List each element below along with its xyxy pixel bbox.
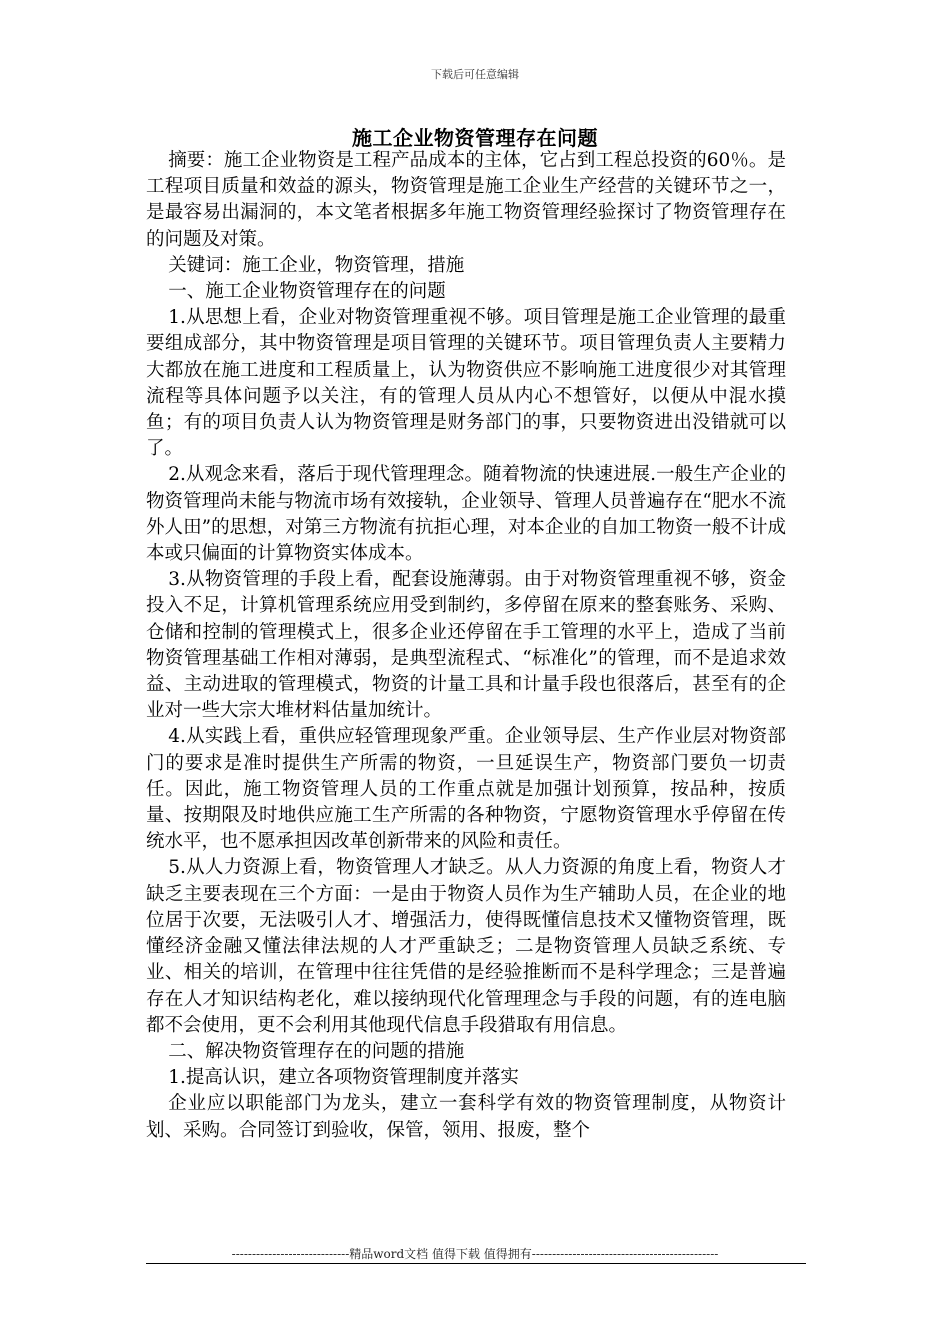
paragraph-measure-1: 企业应以职能部门为龙头，建立一套科学有效的物资管理制度，从物资计划、采购。合同签订到验收，保管，领用、报废，整个 [146,1093,786,1141]
document-body [146,148,786,1144]
subheading-measure-1: 1.提高认识，建立各项物资管理制度并落实 [168,1067,519,1089]
footer-note: -----------------------------精品word文档 值得下载 值得拥有---------------------------------------------- [231,1247,719,1261]
document-title: 施工企业物资管理存在问题 [352,126,598,150]
section-heading-problems: 一、施工企业物资管理存在的问题 [168,281,446,303]
paragraph-keywords: 关键词：施工企业，物资管理，措施 [168,254,465,276]
paragraph-problem-2: 2.从观念来看，落后于现代管理理念。随着物流的快速进展.一般生产企业的物资管理尚未能与物流市场有效接轨，企业领导、管理人员普遍存在“肥水不流外人田”的思想，对第三方物流有抗拒心理，对本企业的自加工物资一般不计成本或只偏面的计算物资实体成本。 [146,464,786,565]
paragraph-problem-4: 4.从实践上看，重供应轻管理现象严重。企业领导层、生产作业层对物资部门的要求是准时提供生产所需的物资，一旦延误生产，物资部门要负一切责任。因此，施工物资管理人员的工作重点就是加强计划预算，按品种，按质量、按期限及时地供应施工生产所需的各种物资，宁愿物资管理水乎停留在传统水平，也不愿承担因改革创新带来的风险和责任。 [146,726,786,853]
paragraph-problem-5: 5.从人力资源上看，物资管理人才缺乏。从人力资源的角度上看，物资人才缺乏主要表现在三个方面：一是由于物资人员作为生产辅助人员，在企业的地位居于次要，无法吸引人才、增强活力，使得既懂信息技术又懂物资管理，既懂经济金融又懂法律法规的人才严重缺乏；二是物资管理人员缺乏系统、专业、相关的培训，在管理中往往凭借的是经验推断而不是科学理念；三是普遍存在人才知识结构老化，难以接纳现代化管理理念与手段的问题，有的连电脑都不会使用，更不会利用其他现代信息手段猎取有用信息。 [146,857,786,1036]
paragraph-abstract: 摘要：施工企业物资是工程产品成本的主体，它占到工程总投资的60％。是工程项目质量和效益的源头，物资管理是施工企业生产经营的关键环节之一，是最容易出漏洞的，本文笔者根据多年施工物资管理经验探讨了物资管理存在的问题及对策。 [146,150,786,250]
paragraph-problem-1: 1.从思想上看，企业对物资管理重视不够。项目管理是施工企业管理的最重要组成部分，其中物资管理是项目管理的关键环节。项目管理负责人主要精力大都放在施工进度和工程质量上，认为物资供应不影响施工进度很少对其管理流程等具体问题予以关注，有的管理人员从内心不想管好，以便从中混水摸鱼；有的项目负责人认为物资管理是财务部门的事，只要物资进出没错就可以了。 [146,307,786,460]
paragraph-problem-3: 3.从物资管理的手段上看，配套设施薄弱。由于对物资管理重视不够，资金投入不足，计算机管理系统应用受到制约，多停留在原来的整套账务、采购、仓储和控制的管理模式上，很多企业还停留在手工管理的水平上，造成了当前物资管理基础工作相对薄弱，是典型流程式、“标准化”的管理，而不是追求效益、主动进取的管理模式，物资的计量工具和计量手段也很落后，甚至有的企业对一些大宗大堆材料估量加统计。 [146,569,786,722]
footer-rule [146,1263,806,1264]
section-heading-measures: 二、解决物资管理存在的问题的措施 [168,1040,465,1062]
header-note: 下载后可任意编辑 [431,68,519,81]
